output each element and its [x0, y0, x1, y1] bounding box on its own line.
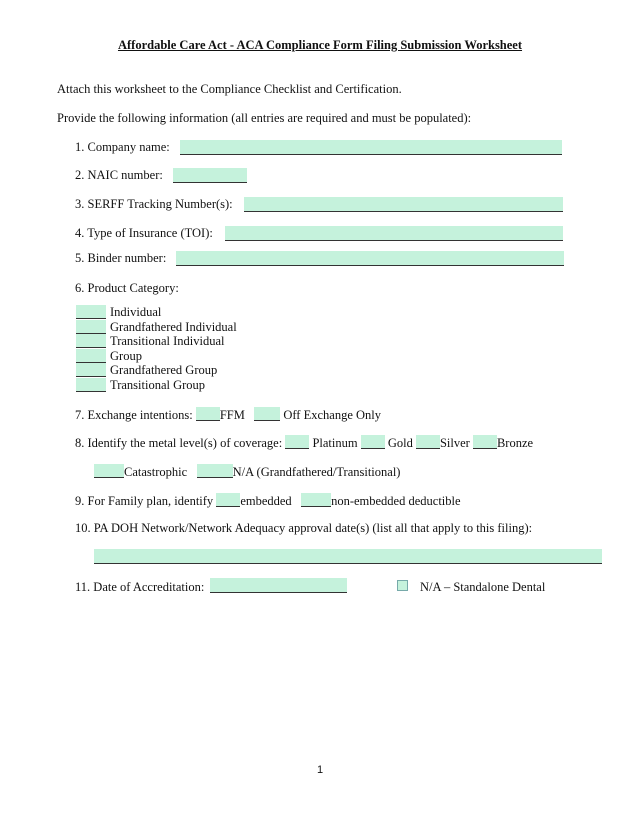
na-standalone-dental-checkbox[interactable] [397, 580, 408, 591]
product-grandfathered-group-field[interactable] [76, 363, 106, 377]
label-serff-tracking: 3. SERFF Tracking Number(s): [75, 197, 233, 211]
silver-label: Silver [439, 436, 470, 450]
ffm-field[interactable] [196, 407, 220, 421]
label-pa-doh-network: 10. PA DOH Network/Network Adequacy approval date(s) (list all that apply to this filing): [75, 521, 533, 535]
embedded-label: embedded [240, 494, 292, 508]
product-group-label: Group [110, 349, 142, 363]
metal-level-row-2 [94, 464, 400, 480]
na-grandfathered-label: N/A (Grandfathered/Transitional) [232, 465, 401, 479]
family-plan-row [75, 493, 461, 509]
catastrophic-label: Catastrophic [124, 465, 188, 479]
label-metal-level: 8. Identify the metal level(s) of coverage: [75, 436, 283, 450]
embedded-field[interactable] [216, 493, 240, 507]
label-naic-number: 2. NAIC number: [75, 168, 163, 182]
intro-attach: Attach this worksheet to the Compliance Checklist and Certification. [57, 82, 402, 96]
platinum-field[interactable] [285, 435, 309, 449]
catastrophic-field[interactable] [94, 464, 124, 478]
product-individual-field[interactable] [76, 305, 106, 319]
off-exchange-label: Off Exchange Only [283, 408, 381, 422]
pa-doh-network-field[interactable] [94, 549, 602, 564]
binder-number-field[interactable] [176, 251, 564, 266]
label-product-category: 6. Product Category: [75, 281, 179, 295]
product-individual-label: Individual [110, 305, 162, 319]
exchange-intentions-row [75, 407, 381, 423]
metal-level-row [75, 435, 533, 451]
label-exchange-intentions: 7. Exchange intentions: [75, 408, 193, 422]
intro-provide: Provide the following information (all entries are required and must be populated): [57, 111, 472, 125]
label-type-of-insurance: 4. Type of Insurance (TOI): [75, 226, 213, 240]
product-transitional-group-label: Transitional Group [110, 378, 206, 392]
naic-number-field[interactable] [173, 168, 247, 183]
product-transitional-individual-label: Transitional Individual [110, 334, 225, 348]
gold-label: Gold [387, 436, 413, 450]
bronze-label: Bronze [496, 436, 534, 450]
label-date-of-accreditation: 11. Date of Accreditation: [75, 580, 205, 594]
product-grandfathered-group-label: Grandfathered Group [110, 363, 218, 377]
date-of-accreditation-field[interactable] [210, 578, 347, 593]
company-name-field[interactable] [180, 140, 562, 155]
ffm-label: FFM [219, 408, 245, 422]
label-company-name: 1. Company name: [75, 140, 170, 154]
off-exchange-field[interactable] [254, 407, 280, 421]
page-number: 1 [316, 764, 324, 776]
label-family-plan: 9. For Family plan, identify [75, 494, 214, 508]
na-grandfathered-field[interactable] [197, 464, 233, 478]
platinum-label: Platinum [312, 436, 358, 450]
label-binder-number: 5. Binder number: [75, 251, 167, 265]
silver-field[interactable] [416, 435, 440, 449]
serff-tracking-field[interactable] [244, 197, 563, 212]
na-standalone-dental-label: N/A – Standalone Dental [420, 580, 546, 594]
product-grandfathered-individual-label: Grandfathered Individual [110, 320, 237, 334]
product-transitional-group-field[interactable] [76, 378, 106, 392]
bronze-field[interactable] [473, 435, 497, 449]
non-embedded-field[interactable] [301, 493, 331, 507]
gold-field[interactable] [361, 435, 385, 449]
type-of-insurance-field[interactable] [225, 226, 563, 241]
product-transitional-individual-field[interactable] [76, 334, 106, 348]
product-group-field[interactable] [76, 349, 106, 363]
page-title: Affordable Care Act - ACA Compliance Form Filing Submission Worksheet [117, 38, 523, 52]
non-embedded-label: non-embedded deductible [331, 494, 461, 508]
product-grandfathered-individual-field[interactable] [76, 320, 106, 334]
